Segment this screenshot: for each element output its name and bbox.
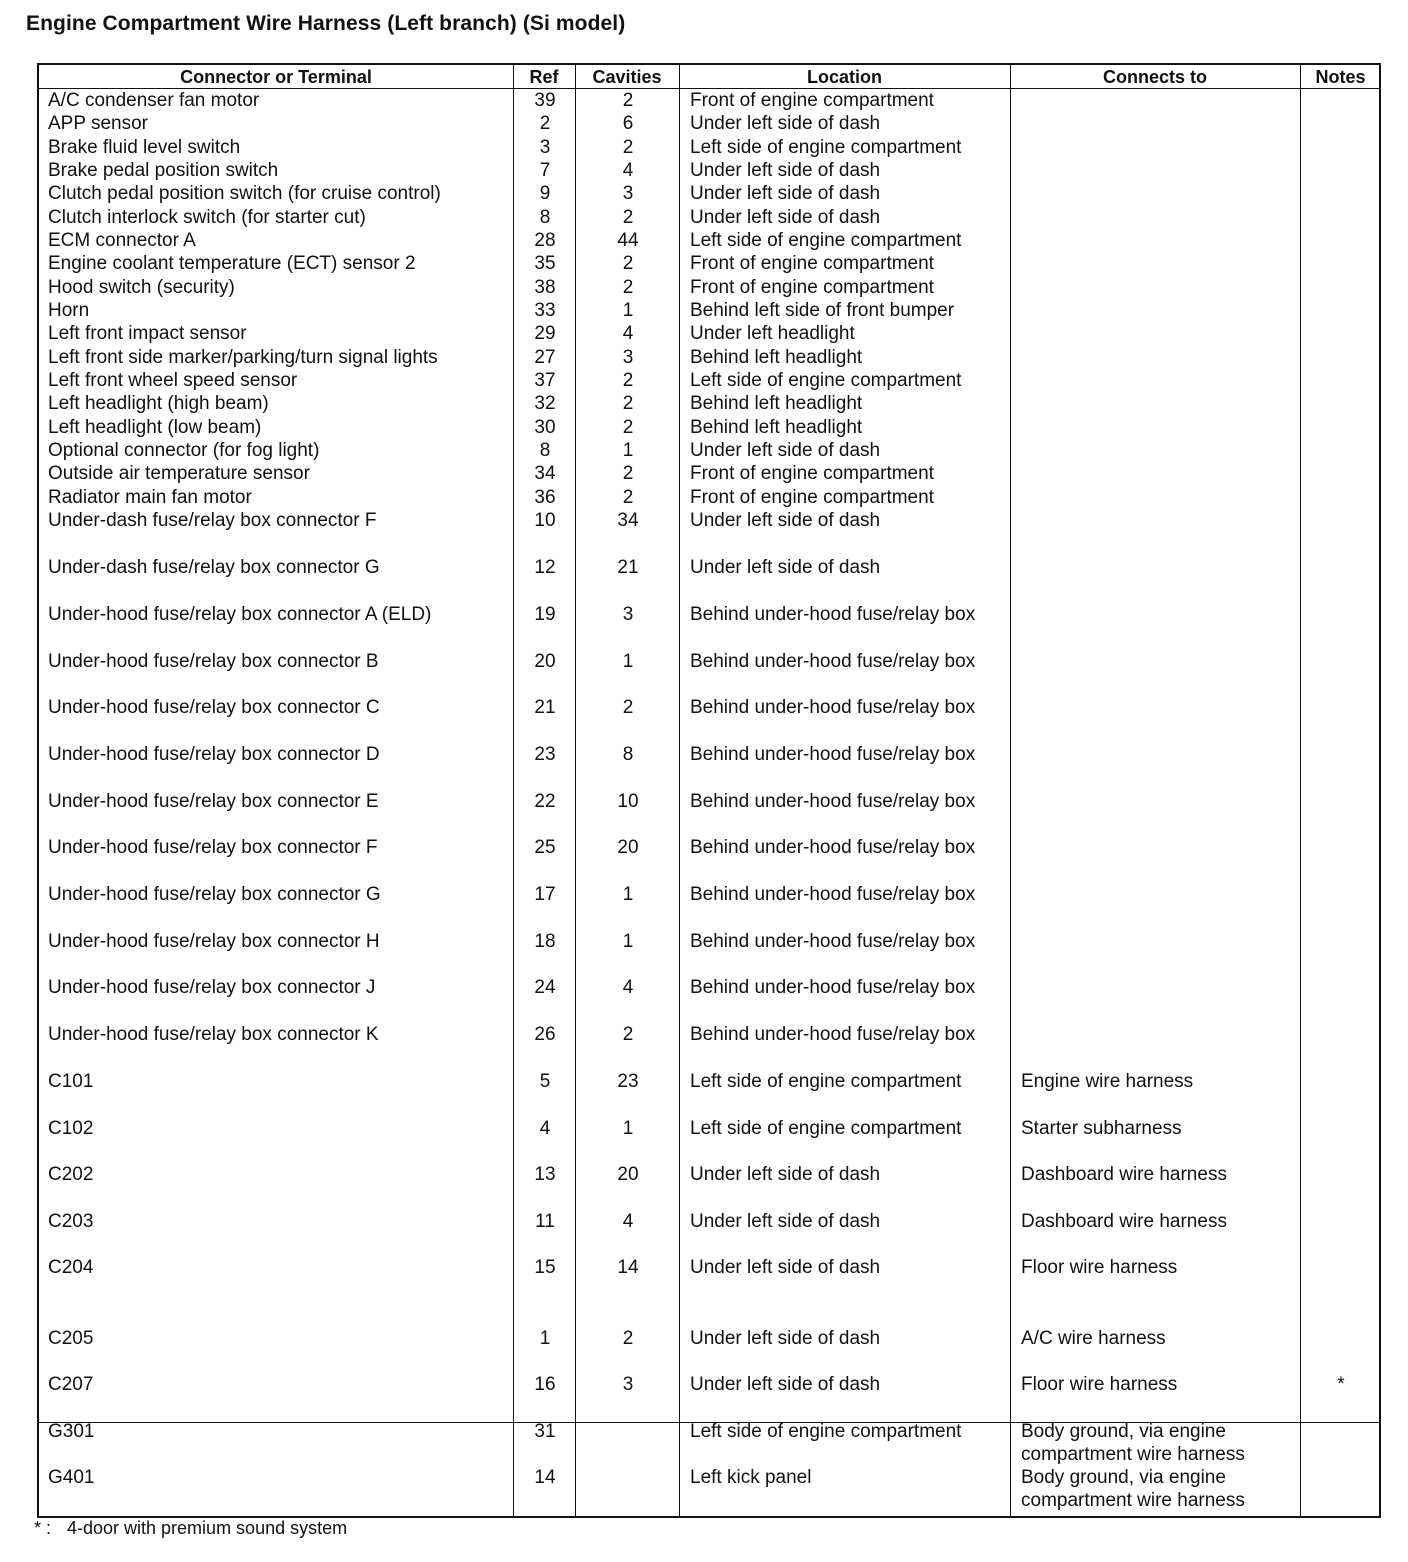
location-cell: Behind under-hood fuse/relay box: [690, 651, 976, 672]
cavities-cell: 1: [622, 931, 634, 952]
connector-cell: A/C condenser fan motor: [48, 90, 260, 111]
location-cell: Behind left headlight: [690, 393, 863, 414]
location-cell: Left side of engine compartment: [690, 1118, 962, 1139]
connector-cell: Under-hood fuse/relay box connector J: [48, 977, 376, 998]
connects-to-cell: Dashboard wire harness: [1021, 1211, 1227, 1232]
connector-table: [37, 63, 1381, 1518]
cavities-cell: 3: [622, 347, 634, 368]
cavities-cell: 2: [622, 253, 634, 274]
connector-cell: C203: [48, 1211, 94, 1232]
cavities-cell: 4: [622, 323, 634, 344]
cavities-cell: 14: [617, 1257, 639, 1278]
cavities-cell: 1: [622, 440, 634, 461]
connector-cell: Horn: [48, 300, 90, 321]
ref-cell: 22: [534, 791, 556, 812]
ref-cell: 34: [534, 463, 556, 484]
cavities-cell: 3: [622, 183, 634, 204]
ref-cell: 23: [534, 744, 556, 765]
cavities-cell: 4: [622, 160, 634, 181]
location-cell: Left side of engine compartment: [690, 1071, 962, 1092]
location-cell: Under left side of dash: [690, 207, 881, 228]
connector-cell: Brake pedal position switch: [48, 160, 279, 181]
ref-cell: 36: [534, 487, 556, 508]
ref-cell: 12: [534, 557, 556, 578]
ref-cell: 24: [534, 977, 556, 998]
ref-cell: 13: [534, 1164, 556, 1185]
ref-cell: 8: [539, 440, 551, 461]
ref-cell: 11: [535, 1211, 555, 1232]
ref-cell: 30: [534, 417, 556, 438]
location-cell: Under left headlight: [690, 323, 855, 344]
header-notes: Notes: [1315, 67, 1366, 87]
connector-cell: C204: [48, 1257, 94, 1278]
cavities-cell: 20: [617, 837, 639, 858]
connector-cell: Engine coolant temperature (ECT) sensor 2: [48, 253, 416, 274]
location-cell: Front of engine compartment: [690, 487, 934, 508]
ref-cell: 2: [539, 113, 551, 134]
location-cell: Left side of engine compartment: [690, 1421, 962, 1442]
ref-cell: 9: [539, 183, 551, 204]
location-cell: Under left side of dash: [690, 183, 881, 204]
notes-cell: *: [1337, 1374, 1345, 1395]
location-cell: Front of engine compartment: [690, 463, 934, 484]
location-cell: Front of engine compartment: [690, 277, 934, 298]
cavities-cell: 23: [617, 1071, 639, 1092]
location-cell: Behind under-hood fuse/relay box: [690, 977, 976, 998]
cavities-cell: 2: [622, 137, 634, 158]
connects-to-cell: Floor wire harness: [1021, 1257, 1178, 1278]
connector-cell: APP sensor: [48, 113, 148, 134]
cavities-cell: 2: [622, 1328, 634, 1349]
connector-cell: Brake fluid level switch: [48, 137, 241, 158]
header-connector: Connector or Terminal: [180, 67, 372, 87]
location-cell: Front of engine compartment: [690, 253, 934, 274]
cavities-cell: 2: [622, 370, 634, 391]
cavities-cell: 10: [617, 791, 639, 812]
location-cell: Behind under-hood fuse/relay box: [690, 697, 976, 718]
connector-cell: Left front impact sensor: [48, 323, 247, 344]
location-cell: Under left side of dash: [690, 1257, 881, 1278]
connects-to-cell: Dashboard wire harness: [1021, 1164, 1227, 1185]
cavities-cell: 2: [622, 90, 634, 111]
cavities-cell: 3: [622, 1374, 634, 1395]
connector-cell: Clutch pedal position switch (for cruise control): [48, 183, 441, 204]
connects-to-cell: Body ground, via engine compartment wire harness: [1021, 1467, 1245, 1512]
cavities-cell: 1: [622, 884, 634, 905]
connector-cell: C102: [48, 1118, 94, 1139]
connector-cell: C207: [48, 1374, 94, 1395]
ref-cell: 4: [539, 1118, 551, 1139]
connector-cell: Under-hood fuse/relay box connector H: [48, 931, 380, 952]
location-cell: Behind under-hood fuse/relay box: [690, 744, 976, 765]
location-cell: Left side of engine compartment: [690, 370, 962, 391]
cavities-cell: 1: [622, 1118, 634, 1139]
location-cell: Behind under-hood fuse/relay box: [690, 931, 976, 952]
location-cell: Behind left side of front bumper: [690, 300, 955, 321]
column-divider: [1010, 65, 1011, 1516]
cavities-cell: 1: [622, 651, 634, 672]
connector-cell: Left front wheel speed sensor: [48, 370, 298, 391]
cavities-cell: 2: [622, 487, 634, 508]
ref-cell: 16: [534, 1374, 556, 1395]
location-cell: Front of engine compartment: [690, 90, 934, 111]
cavities-cell: 34: [617, 510, 639, 531]
cavities-cell: 2: [622, 1024, 634, 1045]
location-cell: Under left side of dash: [690, 1328, 881, 1349]
cavities-cell: 2: [622, 393, 634, 414]
ref-cell: 14: [534, 1467, 556, 1488]
location-cell: Under left side of dash: [690, 440, 881, 461]
connector-cell: Under-hood fuse/relay box connector D: [48, 744, 380, 765]
ref-cell: 32: [534, 393, 556, 414]
page-title: Engine Compartment Wire Harness (Left branch) (Si model): [26, 12, 626, 35]
header-cavities: Cavities: [592, 67, 662, 87]
ref-cell: 35: [534, 253, 556, 274]
location-cell: Left kick panel: [690, 1467, 812, 1488]
connector-cell: Under-hood fuse/relay box connector C: [48, 697, 380, 718]
connector-cell: Under-hood fuse/relay box connector K: [48, 1024, 379, 1045]
location-cell: Under left side of dash: [690, 160, 881, 181]
cavities-cell: 4: [622, 1211, 634, 1232]
footnote-text: 4-door with premium sound system: [67, 1518, 348, 1538]
location-cell: Under left side of dash: [690, 1164, 881, 1185]
connector-cell: Left front side marker/parking/turn signal lights: [48, 347, 438, 368]
connector-cell: G301: [48, 1421, 95, 1442]
location-cell: Under left side of dash: [690, 510, 881, 531]
ref-cell: 38: [534, 277, 556, 298]
connector-cell: G401: [48, 1467, 95, 1488]
location-cell: Under left side of dash: [690, 1211, 881, 1232]
connector-cell: C101: [48, 1071, 94, 1092]
cavities-cell: 3: [622, 604, 634, 625]
location-cell: Behind left headlight: [690, 417, 863, 438]
connector-cell: Radiator main fan motor: [48, 487, 252, 508]
header-location: Location: [807, 67, 882, 87]
ref-cell: 28: [534, 230, 556, 251]
ref-cell: 7: [539, 160, 551, 181]
connector-cell: Left headlight (high beam): [48, 393, 269, 414]
connector-cell: Under-hood fuse/relay box connector A (ELD): [48, 604, 432, 625]
location-cell: Under left side of dash: [690, 1374, 881, 1395]
location-cell: Behind left headlight: [690, 347, 863, 368]
ref-cell: 27: [534, 347, 556, 368]
connector-cell: C205: [48, 1328, 94, 1349]
ref-cell: 8: [539, 207, 551, 228]
cavities-cell: 2: [622, 207, 634, 228]
ref-cell: 29: [534, 323, 556, 344]
cavities-cell: 1: [622, 300, 634, 321]
connector-cell: ECM connector A: [48, 230, 196, 251]
location-cell: Left side of engine compartment: [690, 137, 962, 158]
connector-cell: Under-hood fuse/relay box connector G: [48, 884, 381, 905]
connector-cell: C202: [48, 1164, 94, 1185]
ref-cell: 10: [534, 510, 556, 531]
ref-cell: 39: [534, 90, 556, 111]
location-cell: Behind under-hood fuse/relay box: [690, 1024, 976, 1045]
cavities-cell: 2: [622, 277, 634, 298]
ref-cell: 15: [534, 1257, 556, 1278]
connector-cell: Under-dash fuse/relay box connector F: [48, 510, 377, 531]
location-cell: Under left side of dash: [690, 113, 881, 134]
ref-cell: 26: [534, 1024, 556, 1045]
cavities-cell: 4: [622, 977, 634, 998]
ref-cell: 21: [534, 697, 556, 718]
connector-cell: Hood switch (security): [48, 277, 235, 298]
connector-cell: Clutch interlock switch (for starter cut): [48, 207, 366, 228]
location-cell: Under left side of dash: [690, 557, 881, 578]
ref-cell: 18: [534, 931, 556, 952]
ref-cell: 33: [534, 300, 556, 321]
connects-to-cell: Body ground, via engine compartment wire harness: [1021, 1421, 1245, 1466]
location-cell: Behind under-hood fuse/relay box: [690, 837, 976, 858]
connector-cell: Under-dash fuse/relay box connector G: [48, 557, 380, 578]
ref-cell: 31: [534, 1421, 556, 1442]
connects-to-cell: Floor wire harness: [1021, 1374, 1178, 1395]
cavities-cell: 2: [622, 463, 634, 484]
ref-cell: 3: [539, 137, 551, 158]
location-cell: Behind under-hood fuse/relay box: [690, 604, 976, 625]
ref-cell: 5: [539, 1071, 551, 1092]
header-connects-to: Connects to: [1102, 67, 1207, 87]
connects-to-cell: Starter subharness: [1021, 1118, 1182, 1139]
location-cell: Left side of engine compartment: [690, 230, 962, 251]
connector-cell: Under-hood fuse/relay box connector B: [48, 651, 379, 672]
ref-cell: 1: [539, 1328, 551, 1349]
cavities-cell: 2: [622, 697, 634, 718]
connector-cell: Left headlight (low beam): [48, 417, 262, 438]
ref-cell: 19: [534, 604, 556, 625]
cavities-cell: 8: [622, 744, 634, 765]
location-cell: Behind under-hood fuse/relay box: [690, 884, 976, 905]
location-cell: Behind under-hood fuse/relay box: [690, 791, 976, 812]
ref-cell: 17: [534, 884, 556, 905]
cavities-cell: 21: [617, 557, 639, 578]
footnote: [34, 1518, 347, 1539]
header-ref: Ref: [529, 67, 559, 87]
connects-to-cell: A/C wire harness: [1021, 1328, 1166, 1349]
connector-cell: Under-hood fuse/relay box connector E: [48, 791, 379, 812]
cavities-cell: 6: [622, 113, 634, 134]
cavities-cell: 2: [622, 417, 634, 438]
connector-cell: Outside air temperature sensor: [48, 463, 310, 484]
connector-cell: Optional connector (for fog light): [48, 440, 320, 461]
cavities-cell: 20: [617, 1164, 639, 1185]
ref-cell: 20: [534, 651, 556, 672]
ref-cell: 25: [534, 837, 556, 858]
connector-cell: Under-hood fuse/relay box connector F: [48, 837, 378, 858]
ref-cell: 37: [534, 370, 556, 391]
footnote-marker: * :: [34, 1518, 52, 1538]
cavities-cell: 44: [617, 230, 639, 251]
connects-to-cell: Engine wire harness: [1021, 1071, 1194, 1092]
column-divider: [1300, 65, 1301, 1516]
